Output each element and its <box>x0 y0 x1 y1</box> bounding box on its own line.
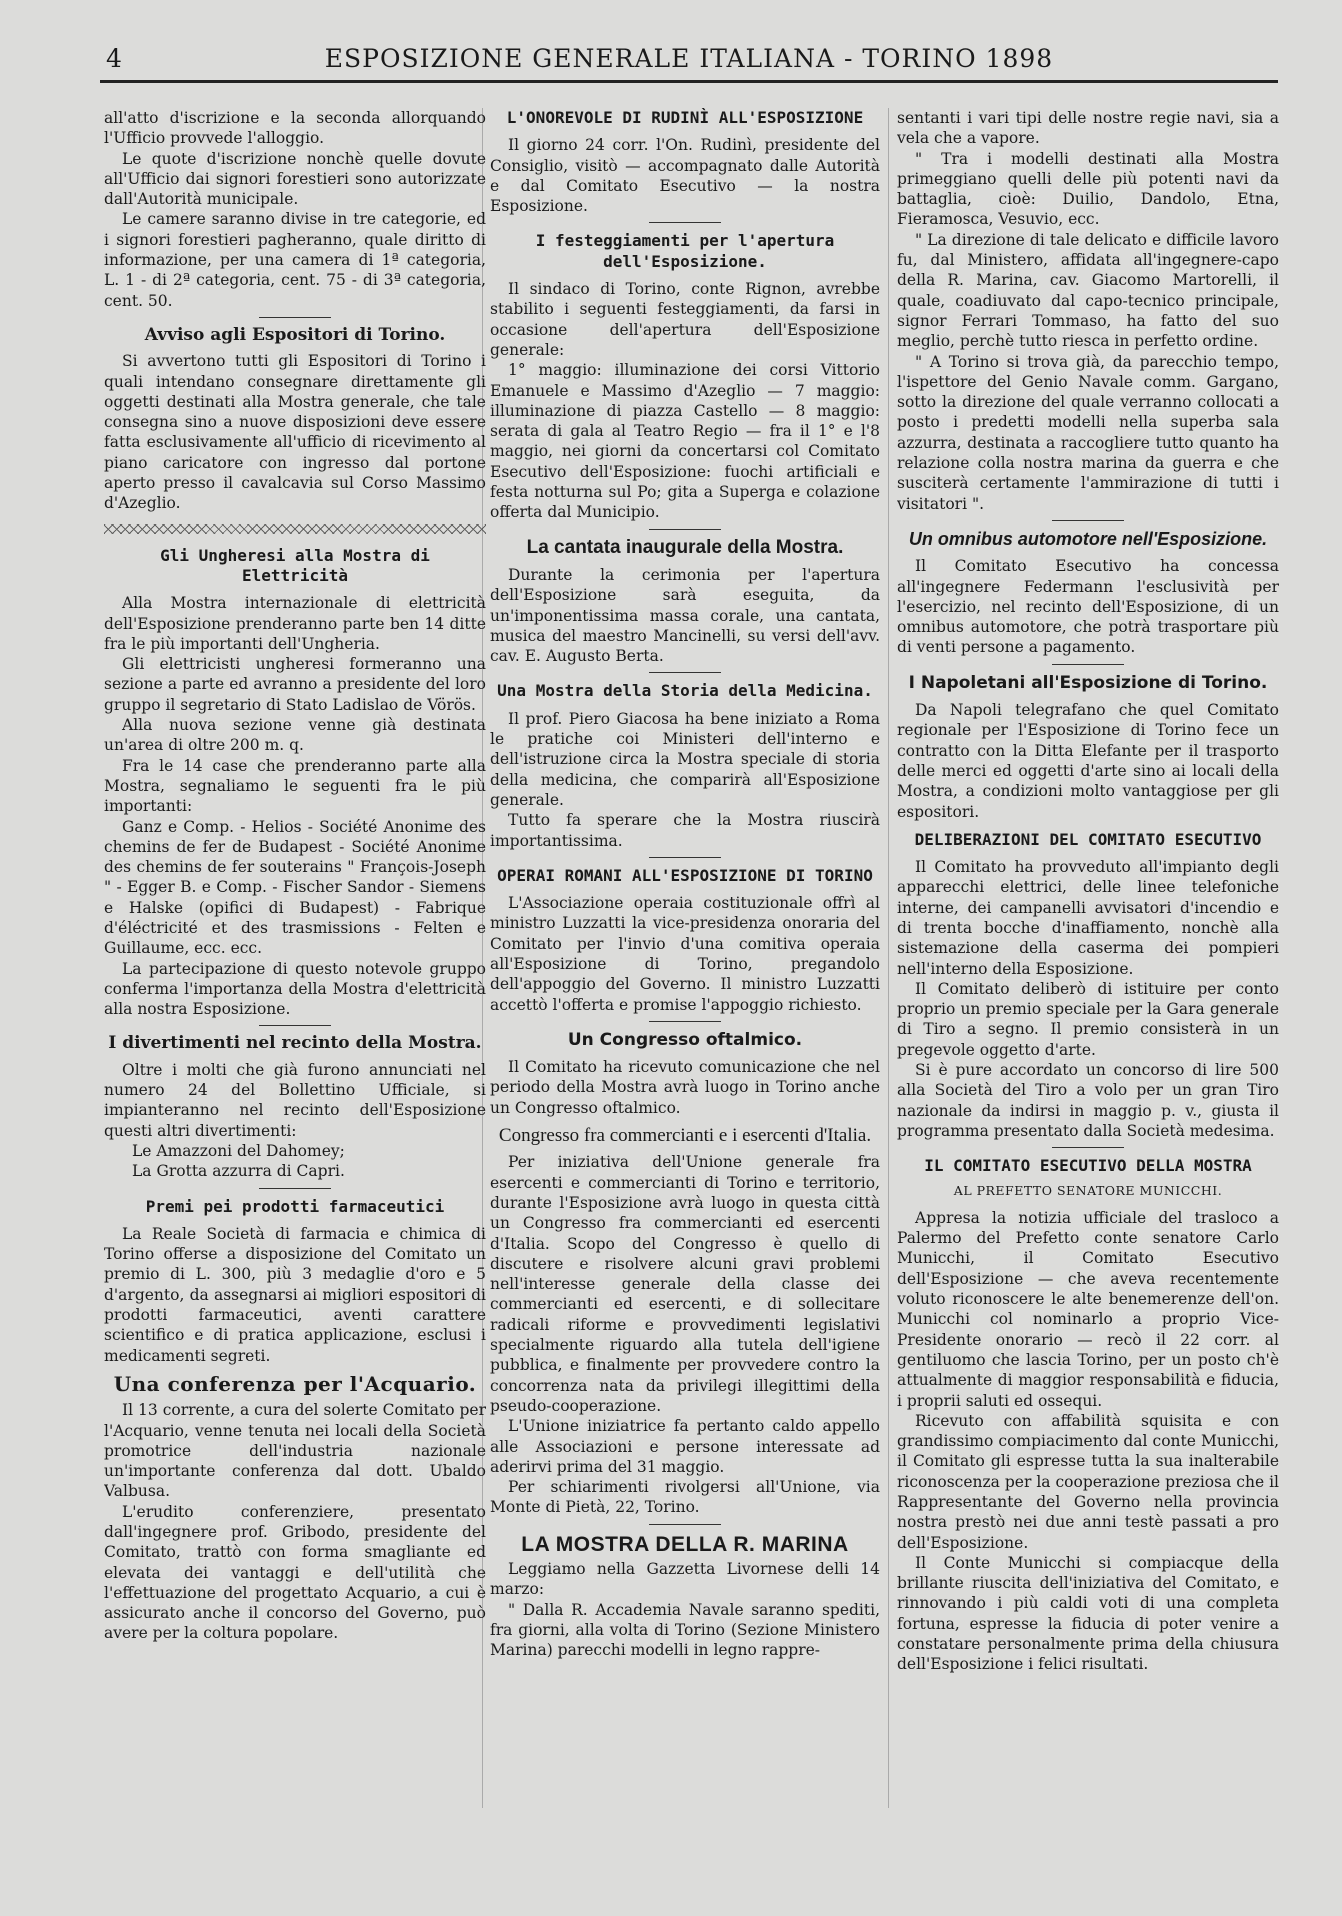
paragraph: L'Unione iniziatrice fa pertanto caldo appello alle Associazioni e persone interessate ad aderirvi prima del 31 maggio. <box>490 1417 880 1476</box>
article-title: I festeggiamenti per l'apertura dell'Esposizione. <box>535 231 835 271</box>
column-rule <box>888 108 889 1808</box>
paragraph: " A Torino si trova già, da parecchio tempo, l'ispettore del Genio Navale comm. Gargano, sotto la direzione del quale verranno collocati a posto i predetti modelli nella superba sala azzurra, destinata a raccogliere tutto quanto ha relazione colla nostra marina da guerra e che susciterà certamente l'ammirazione di tutti i visitatori ". <box>897 352 1279 513</box>
paragraph: " La direzione di tale delicato e difficile lavoro fu, dal Ministero, affidata all'ingegnere-capo della R. Marina, cav. Giacomo Martorelli, il quale, coadiuvato dal capo-tecnico principale, signor Ferrari Tommaso, ha fatto del suo meglio, perchè tutto riesca in perfetto ordine. <box>897 230 1279 351</box>
paragraph: La Reale Società di farmacia e chimica di Torino offerse a disposizione del Comitato un premio di L. 300, più 3 medaglie d'oro e 5 d'argento, da assegnarsi ai migliori espositori di prodotti farmaceutici, aventi carattere scientifico e di pratica applicazione, esclusi i medicamenti segreti. <box>104 1224 486 1365</box>
article-title: OPERAI ROMANI ALL'ESPOSIZIONE DI TORINO <box>497 865 873 885</box>
paragraph: Il Comitato ha ricevuto comunicazione che nel periodo della Mostra avrà luogo in Torino anche un Congresso oftalmico. <box>490 1058 880 1117</box>
separator-rule <box>649 1021 721 1022</box>
paragraph: Il prof. Piero Giacosa ha bene iniziato a Roma le pratiche coi Ministeri dell'interno e dell'istruzione circa la Mostra speciale di storia della medicina, che comparirà all'Esposizione generale. <box>490 709 880 809</box>
separator-rule <box>1052 664 1124 665</box>
article-title: I divertimenti nel recinto della Mostra. <box>108 1033 482 1054</box>
article-title: Un Congresso oftalmico. <box>567 1029 803 1050</box>
paragraph: Per iniziativa dell'Unione generale fra esercenti e commercianti di Torino e territorio, durante l'Esposizione avrà luogo in questa città un Congresso fra commercianti ed esercenti d'Italia. Scopo del Congresso è quello di discutere e risolvere alcuni gravi problemi nell'interesse generale della classe dei commercianti ed esercenti, e di sollecitare radicali riforme e provvedimenti legislativi specialmente riguardo alla tutela dell'igiene pubblica, e finalmente per provvedere contro la concorrenza nata da privilegi illegittimi della pseudo-cooperazione. <box>490 1153 880 1415</box>
paragraph: Durante la cerimonia per l'apertura dell'Esposizione sarà eseguita, da un'imponentissima massa corale, una cantata, musica del maestro Mancinelli, su versi dell'avv. cav. E. Augusto Berta. <box>490 565 880 666</box>
article-title: I Napoletani all'Esposizione di Torino. <box>908 672 1268 693</box>
column-3 <box>897 108 1279 1878</box>
paragraph: Le quote d'iscrizione nonchè quelle dovute all'Ufficio dai signori forestieri sono autorizzate dall'Autorità municipale. <box>104 149 486 209</box>
paragraph: L'Associazione operaia costituzionale offrì al ministro Luzzatti la vice-presidenza onoraria del Comitato per l'invio d'una comitiva operaia all'Esposizione di Torino, pregandolo dell'appoggio del Governo. Il ministro Luzzatti accettò l'offerta e promise l'appoggio richiesto. <box>490 894 880 1014</box>
separator-rule <box>649 672 721 673</box>
article-subtitle: AL PREFETTO SENATORE MUNICCHI. <box>953 1182 1223 1198</box>
article-title: Una Mostra della Storia della Medicina. <box>497 681 873 701</box>
paragraph: Il Comitato deliberò di istituire per conto proprio un premio speciale per la Gara generale di Tiro a segno. Il premio consisterà in un pregevole oggetto d'arte. <box>897 979 1279 1059</box>
ornamental-divider <box>104 524 486 534</box>
paragraph: Fra le 14 case che prenderanno parte alla Mostra, segnaliamo le seguenti fra le più importanti: <box>104 756 486 816</box>
paragraph: Per schiarimenti rivolgersi all'Unione, via Monte di Pietà, 22, Torino. <box>490 1478 880 1517</box>
paragraph: Il 13 corrente, a cura del solerte Comitato per l'Acquario, venne tenuta nei locali della Società promotrice dell'industria nazionale un'importante conferenza dal dott. Ubaldo Valbusa. <box>104 1401 486 1501</box>
paragraph: all'atto d'iscrizione e la seconda allorquando l'Ufficio provvede l'alloggio. <box>104 109 486 148</box>
paragraph: 1° maggio: illuminazione dei corsi Vittorio Emanuele e Massimo d'Azeglio — 7 maggio: illuminazione di piazza Castello — 8 maggio: serata di gala al Teatro Regio — fra il 1° e l'8 maggio, nei giorni da concertarsi col Comitato Esecutivo dell'Esposizione: fuochi artificiali e festa notturna sul Po; gita a Superga e colazione offerta dal Municipio. <box>490 361 880 522</box>
separator-rule <box>259 1025 331 1026</box>
article-title: L'ONOREVOLE DI RUDINÌ ALL'ESPOSIZIONE <box>506 108 864 127</box>
column-1 <box>104 108 486 1878</box>
article-title: Avviso agli Espositori di Torino. <box>144 324 446 345</box>
paragraph: Ricevuto con affabilità squisita e con grandissimo compiacimento dal conte Municchi, il Comitato gli espresse tutta la sua inalterabile riconoscenza per la cooperazione preziosa che il Rappresentante del Governo nella provincia nostra prestò nei due anni testè passati a pro dell'Esposizione. <box>897 1411 1279 1552</box>
page-number: 4 <box>106 44 122 73</box>
paragraph: Il giorno 24 corr. l'On. Rudinì, presidente del Consiglio, visitò — accompagnato dalle Autorità e dal Comitato Esecutivo — la nostra Esposizione. <box>490 136 880 216</box>
article-title: LA MOSTRA DELLA R. MARINA <box>521 1532 849 1556</box>
paragraph: Da Napoli telegrafano che quel Comitato regionale per l'Esposizione di Torino fece un contratto con la Ditta Elefante per il trasporto delle merci ed oggetti d'arte sino ai locali della Mostra, a condizioni molto vantaggiose per gli espositori. <box>897 701 1279 821</box>
separator-rule <box>649 1524 721 1525</box>
separator-rule <box>649 857 721 858</box>
paragraph: sentanti i vari tipi delle nostre regie navi, sia a vela che a vapore. <box>897 109 1279 148</box>
separator-rule <box>259 317 331 318</box>
separator-rule <box>1052 1147 1124 1148</box>
list-item: La Grotta azzurra di Capri. <box>132 1162 345 1181</box>
separator-rule <box>649 529 721 530</box>
running-title: ESPOSIZIONE GENERALE ITALIANA - TORINO 1898 <box>324 44 1054 73</box>
page-header <box>100 40 1278 83</box>
paragraph: Gli elettricisti ungheresi formeranno una sezione a parte ed avranno a presidente del loro gruppo il segretario di Stato Ladislao de Vörös. <box>104 655 486 714</box>
paragraph: Si avvertono tutti gli Espositori di Torino i quali intendano consegnare direttamente gli oggetti destinati alla Mostra generale, che tale consegna sino a nuove disposizioni deve essere fatta esclusivamente all'ufficio di ricevimento al piano caricatore con ingresso dal portone aperto presso il cavalcavia sul Corso Massimo d'Azeglio. <box>104 352 486 513</box>
paragraph: Il Conte Municchi si compiacque della brillante riuscita dell'iniziativa del Comitato, e rinnovando i più caldi voti di una completa fortuna, espresse la fiducia di poter venire a constatare personalmente prima della chiusura dell'Esposizione i felici risultati. <box>897 1553 1279 1674</box>
separator-rule <box>1052 520 1124 521</box>
paragraph: La partecipazione di questo notevole gruppo conferma l'importanza della Mostra d'elettricità alla nostra Esposizione. <box>104 959 486 1019</box>
paragraph: Alla Mostra internazionale di elettricità dell'Esposizione prenderanno parte ben 14 ditte fra le più importanti dell'Ungheria. <box>104 594 486 653</box>
paragraph: Ganz e Comp. - Helios - Société Anonime des chemins de fer de Budapest - Société Anonime des chemins de fer souterains " François-Joseph " - Egger B. e Comp. - Fischer Sandor - Siemens e Halske (opifici di Budapest) - Fabrique d'éléctricité et des trasmissions - Felten e Guillaume, ecc. ecc. <box>104 817 486 958</box>
paragraph: Il Comitato Esecutivo ha concessa all'ingegnere Federmann l'esclusività per l'esercizio, nel recinto dell'Esposizione, di un omnibus automotore, che potrà trasportare più di venti persone a pagamento. <box>897 557 1279 657</box>
article-title: DELIBERAZIONI DEL COMITATO ESECUTIVO <box>914 829 1262 849</box>
article-title: Una conferenza per l'Acquario. <box>113 1371 477 1396</box>
separator-rule <box>649 222 721 223</box>
article-title: La cantata inaugurale della Mostra. <box>526 536 844 558</box>
column-2 <box>490 108 880 1878</box>
paragraph: Il Comitato ha provveduto all'impianto degli apparecchi elettrici, delle linee telefoniche interne, dei campanelli avvisatori d'incendio e di trenta bocche d'inaffiamento, nonchè alla sistemazione della caserma dei pompieri nell'interno della Esposizione. <box>897 858 1279 978</box>
separator-rule <box>259 1188 331 1189</box>
paragraph: Le camere saranno divise in tre categorie, ed i signori forestieri pagheranno, quale diritto di informazione, per una camera di 1ª categoria, L. 1 - di 2ª categoria, cent. 75 - di 3ª categoria, cent. 50. <box>104 210 486 310</box>
article-title: Gli Ungheresi alla Mostra di Elettricità <box>160 545 430 585</box>
paragraph: Alla nuova sezione venne già destinata un'area di oltre 200 m. q. <box>104 716 486 755</box>
paragraph: Si è pure accordato un concorso di lire 500 alla Società del Tiro a volo per un gran Tiro nazionale da indirsi in maggio p. v., giusta il programma presentato dalla Società medesima. <box>897 1061 1279 1140</box>
paragraph: Tutto fa sperare che la Mostra riuscirà importantissima. <box>490 811 880 850</box>
paragraph: Appresa la notizia ufficiale del trasloco a Palermo del Prefetto conte senatore Carlo Municchi, il Comitato Esecutivo dell'Esposizione — che aveva recentemente voluto riconoscere le alte benemerenze dell'on. Municchi col nominarlo a proprio Vice-Presidente onorario — recò il 22 corr. al gentiluomo che lascia Torino, per un posto ch'è attualmente di maggior responsabilità e fiducia, i proprii saluti ed ossequi. <box>897 1208 1279 1410</box>
paragraph: " Tra i modelli destinati alla Mostra primeggiano quelli delle più potenti navi da battaglia, cioè: Duilio, Dandolo, Etna, Fieramosca, Vesuvio, ecc. <box>897 149 1279 229</box>
paragraph: " Dalla R. Accademia Navale saranno spediti, fra giorni, alla volta di Torino (Sezione Ministero Marina) parecchi modelli in legno rappre- <box>490 1600 880 1660</box>
paragraph: Leggiamo nella Gazzetta Livornese delli 14 marzo: <box>490 1560 880 1599</box>
article-title: Premi pei prodotti farmaceutici <box>145 1196 445 1216</box>
paragraph: L'erudito conferenziere, presentato dall'ingegnere prof. Gribodo, presidente del Comitato, trattò con forma smagliante ed elevata dei vantaggi e dell'utilità che l'effettuazione del progettato Acquario, a cui è assicurato anche il concorso del Governo, può avere per la coltura popolare. <box>104 1502 486 1643</box>
article-title: IL COMITATO ESECUTIVO DELLA MOSTRA <box>924 1156 1252 1176</box>
paragraph: Oltre i molti che già furono annunciati nel numero 24 del Bollettino Ufficiale, si impianteranno nel recinto dell'Esposizione questi altri divertimenti: <box>104 1060 486 1140</box>
article-title: Un omnibus automotore nell'Esposizione. <box>908 528 1268 549</box>
list-item: Le Amazzoni del Dahomey; <box>132 1141 345 1160</box>
paragraph: Il sindaco di Torino, conte Rignon, avrebbe stabilito i seguenti festeggiamenti, da farsi in occasione dell'apertura dell'Esposizione generale: <box>490 280 880 359</box>
article-title: Congresso fra commercianti e i esercenti d'Italia. <box>498 1125 872 1147</box>
